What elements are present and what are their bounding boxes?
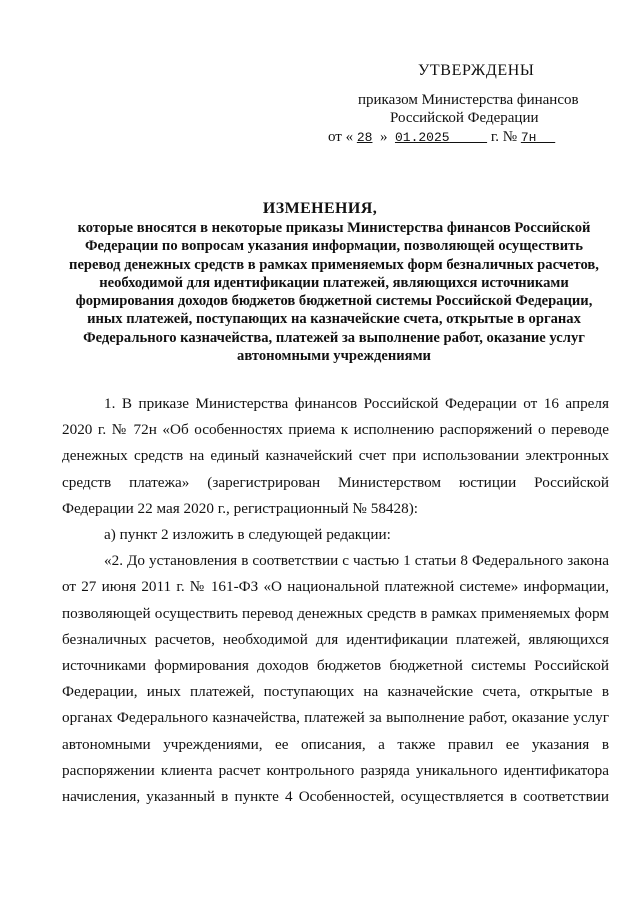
date-month-year: 01.2025 — [394, 130, 450, 145]
approval-line-ministry: приказом Министерства финансов — [358, 92, 579, 108]
date-mid: » — [379, 129, 388, 145]
date-day: 28 — [356, 130, 373, 145]
order-number: 7н — [520, 130, 537, 145]
paragraph-3: «2. До установления в соответствии с частью 1 статьи 8 Федерального закона от 27 июня 2011 г. № 161-ФЗ «О национальной платежной системе» информации, позволяющей осуществить перевод денежных средств в рамках применяемых форм безналичных расчетов, необходимой для идентификации платежей, являющихся источниками формирования доходов бюджетов бюджетной системы Российской Федерации, иных платежей, поступающих на казначейские счета, открытые в органах Федерального казначейства, платежей за выполнение работ, оказание услуг автономными учреждениями, ее описания, а также правил ее указания в распоряжении клиента расчет контрольного разряда уникального идентификатора начисления, указанный в пункте 4 Особенностей, осуществляется в соответствии — [62, 552, 609, 806]
paragraph-2: а) пункт 2 изложить в следующей редакции: — [104, 526, 391, 544]
date-year-suffix: г. № — [490, 129, 518, 145]
paragraph-1: 1. В приказе Министерства финансов Российской Федерации от 16 апреля 2020 г. № 72н «Об особенностях приема к исполнению распоряжений о переводе денежных средств на единый казначейский счет при использовании электронных средств платежа» (зарегистрирован Министерством юстиции Российской Федерации 22 мая 2020 г., регистрационный № 58428): — [62, 395, 609, 517]
document-body — [62, 391, 609, 810]
document-heading — [0, 200, 640, 365]
approval-block — [328, 62, 620, 145]
approval-date-line — [328, 129, 555, 146]
heading-subtitle: которые вносятся в некоторые приказы Министерства финансов Российской Федерации по вопросам указания информации, позволяющей осуществить перевод денежных средств в рамках применяемых форм безналичных расчетов, необходимой для идентификации платежей, являющихся источниками формирования доходов бюджетов бюджетной системы Российской Федерации, иных платежей, поступающих на казначейские счета, открытые в органах Федерального казначейства, платежей за выполнение работ, оказание услуг автономными учреждениями — [69, 220, 599, 365]
approval-line-federation: Российской Федерации — [390, 110, 539, 126]
heading-title: ИЗМЕНЕНИЯ, — [262, 200, 378, 217]
approval-title: УТВЕРЖДЕНЫ — [418, 62, 535, 79]
date-prefix: от « — [328, 129, 354, 145]
